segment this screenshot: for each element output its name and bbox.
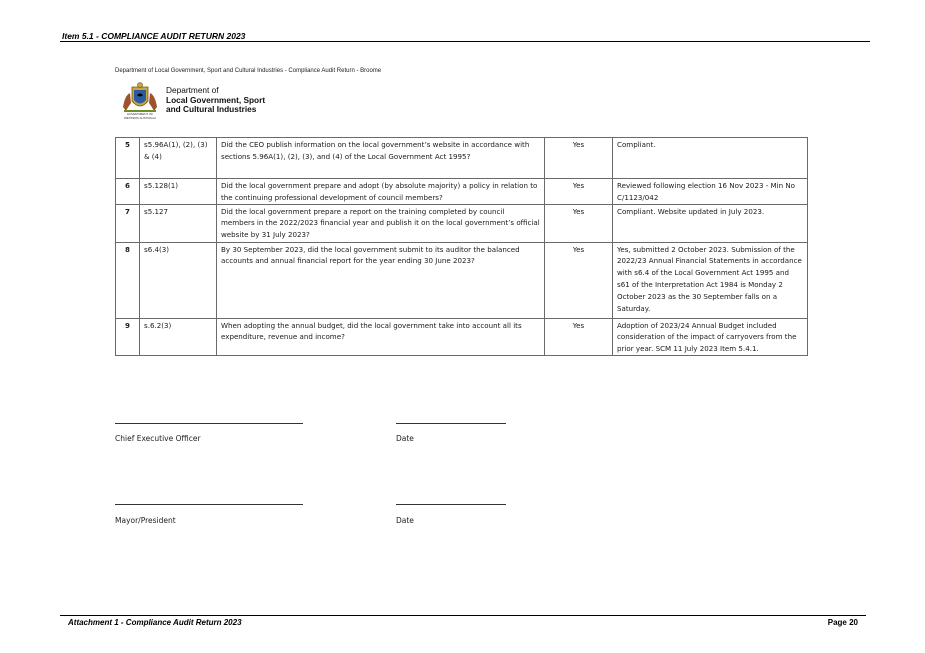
row-reference: s5.127 bbox=[140, 204, 217, 242]
header-title: Item 5.1 - COMPLIANCE AUDIT RETURN 2023 bbox=[62, 31, 246, 41]
row-number: 5 bbox=[116, 138, 140, 179]
mayor-label: Mayor/President bbox=[115, 516, 176, 525]
ceo-signature-line bbox=[115, 423, 303, 424]
logo-line3: and Cultural Industries bbox=[166, 104, 257, 114]
row-question: By 30 September 2023, did the local government submit to its auditor the balanced accounts and annual financial report for the year ending 30 June 2023? bbox=[217, 242, 545, 318]
footer-rule bbox=[60, 615, 866, 616]
row-question: Did the CEO publish information on the local government’s website in accordance with sections 5.96A(1), (2), (3), and (4) of the Local Government Act 1995? bbox=[217, 138, 545, 179]
row-comments: Compliant. Website updated in July 2023. bbox=[613, 204, 808, 242]
compliance-audit-table bbox=[115, 137, 808, 356]
row-response: Yes bbox=[545, 138, 613, 179]
mayor-date-label: Date bbox=[396, 516, 414, 525]
logo-caption-line2: WESTERN AUSTRALIA bbox=[123, 115, 157, 120]
row-question: When adopting the annual budget, did the local government take into account all its expenditure, revenue and income? bbox=[217, 318, 545, 355]
logo-caption bbox=[120, 113, 160, 120]
row-response: Yes bbox=[545, 318, 613, 355]
row-response: Yes bbox=[545, 204, 613, 242]
ceo-date-label: Date bbox=[396, 434, 414, 443]
ceo-date-line bbox=[396, 423, 506, 424]
row-number: 8 bbox=[116, 242, 140, 318]
page-number: Page 20 bbox=[827, 618, 858, 627]
row-response: Yes bbox=[545, 242, 613, 318]
row-comments: Yes, submitted 2 October 2023. Submission of the 2022/23 Annual Financial Statements in accordance with s6.4 of the Local Government Act 1995 and s61 of the Interpretation Act 1984 is Monday 2 October 2023 as the 30 September falls on a Saturday. bbox=[613, 242, 808, 318]
table-row bbox=[116, 204, 808, 242]
header-rule bbox=[60, 41, 870, 42]
mayor-signature-line bbox=[115, 504, 303, 505]
row-reference: s5.96A(1), (2), (3) & (4) bbox=[140, 138, 217, 179]
mayor-date-line bbox=[396, 504, 506, 505]
row-comments: Compliant. bbox=[613, 138, 808, 179]
table-row bbox=[116, 138, 808, 179]
row-number: 7 bbox=[116, 204, 140, 242]
footer-attachment: Attachment 1 - Compliance Audit Return 2023 bbox=[68, 618, 242, 627]
row-question: Did the local government prepare a report on the training completed by council members in the 2022/2023 financial year and publish it on the local government’s official website by 31 July 2023? bbox=[217, 204, 545, 242]
department-line: Department of Local Government, Sport and Cultural Industries - Compliance Audit Return - Broome bbox=[115, 68, 382, 74]
row-comments: Reviewed following election 16 Nov 2023 - Min No C/1123/042 bbox=[613, 179, 808, 205]
logo-caption-line1: GOVERNMENT OF bbox=[126, 112, 154, 116]
row-number: 6 bbox=[116, 179, 140, 205]
row-comments: Adoption of 2023/24 Annual Budget included consideration of the impact of carryovers from the prior year. SCM 11 July 2023 Item 5.4.1. bbox=[613, 318, 808, 355]
table-row bbox=[116, 179, 808, 205]
table-row bbox=[116, 318, 808, 355]
ceo-label: Chief Executive Officer bbox=[115, 434, 201, 443]
row-reference: s5.128(1) bbox=[140, 179, 217, 205]
row-question: Did the local government prepare and adopt (by absolute majority) a policy in relation to the continuing professional development of council members? bbox=[217, 179, 545, 205]
row-response: Yes bbox=[545, 179, 613, 205]
logo-line2: Local Government, Sport bbox=[166, 94, 266, 105]
department-logo-text bbox=[166, 86, 265, 115]
row-reference: s6.4(3) bbox=[140, 242, 217, 318]
table-row bbox=[116, 242, 808, 318]
logo-line1: Department of bbox=[166, 85, 219, 95]
row-reference: s.6.2(3) bbox=[140, 318, 217, 355]
row-number: 9 bbox=[116, 318, 140, 355]
